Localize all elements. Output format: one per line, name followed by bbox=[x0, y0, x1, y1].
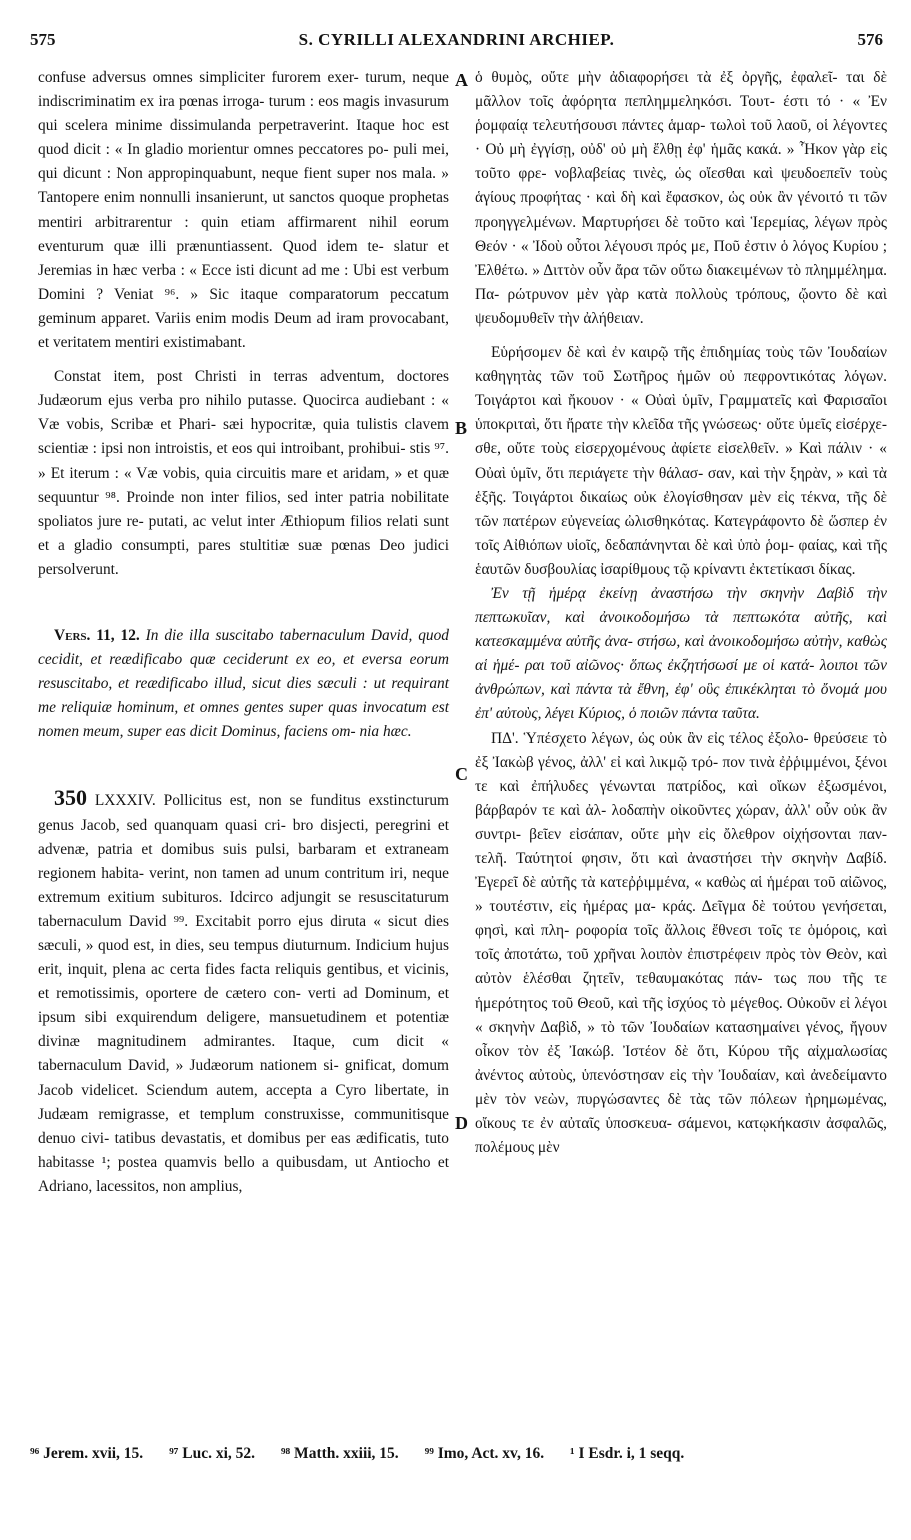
latin-paragraph-3-block bbox=[38, 786, 449, 1199]
latin-paragraph-3: Pollicitus est, non se funditus exstincturum genus Jacob, sed quanquam quasi cri- bro disjecti, peregrini et advenæ, patria et domibus suis pulsi, barbaram et extraneam regionem habita- verint, non tamen ad unum contritum iri, neque extremum exitium subituros. Idcirco adjungit se resuscitaturum tabernaculum David ⁹⁹. Excitabit porro ejus diruta « sicut dies sæculi, » quod est, in dies, seu tempus diuturnum. Indicium hujus erit, inquit, plena ac certa fides facta reliquis gentibus, et vicinis, et remotissimis, oportere de cætero con- verti ad Dominum, et ipsum sibi exquirendum deligere, mansuetudinem et potentiæ divinæ magnitudinem admirantes. Itaque, cum dicit « tabernaculum David, » Judæorum nationem si- gnificat, domum Jacob videlicet. Sciendum autem, accepta a Cyro libertate, in Judæam remigrasse, et templum construxisse, communitisque denuo civi- tatibus devastatis, et domibus per eas ædificatis, tuto habitasse ¹; postea quamvis bello a quibusdam, ut Antiocho et Adriano, lacessitos, non amplius, bbox=[38, 792, 449, 1195]
page-number-left: 575 bbox=[30, 30, 56, 49]
running-title: S. CYRILLI ALEXANDRINI ARCHIEP. bbox=[298, 30, 615, 49]
margin-marker-a: A bbox=[455, 70, 468, 90]
footnotes bbox=[30, 1445, 883, 1463]
greek-verse: Ἐν τῇ ἡμέρᾳ ἐκείνῃ ἀναστήσω τὴν σκηνὴν Δαβὶδ τὴν πεπτωκυῖαν, καὶ ἀνοικοδομήσω τὰ πεπτωκότα αὐτῆς, καὶ κατεσκαμμένα αὐτῆς ἀνα- στήσω, καὶ ἀνοικοδομήσω αὐτὴν, καθὼς αἱ ἡμέ- ραι τοῦ αἰῶνος· ὅπως ἐκζητήσωσί με οἱ κατά- λοιποι τῶν ἀνθρώπων, καὶ πάντα τὰ ἔθνη, ἐφ' οὓς ἐπικέκληται τὸ ὄνομά μου ἐπ' αὐτοὺς, λέγει Κύριος, ὁ ποιῶν πάντα ταῦτα. bbox=[475, 584, 887, 723]
page-header bbox=[30, 30, 883, 56]
section-number-lxxxiv: LXXXIV. bbox=[94, 792, 156, 810]
latin-column bbox=[38, 66, 449, 1199]
footnote-96: ⁹⁶ Jerem. xvii, 15. bbox=[30, 1445, 144, 1462]
greek-section-label: ΠΔ'. bbox=[491, 729, 519, 747]
greek-paragraph-2: Εὑρήσομεν δὲ καὶ ἐν καιρῷ τῆς ἐπιδημίας τοὺς τῶν Ἰουδαίων καθηγητὰς τῶν τοῦ Σωτῆρος ἡμῶν οὐ πεφροντικότας λόγων. Τοιγάρτοι καὶ ἤκουον · « Οὐαὶ ὑμῖν, Γραμματεῖς καὶ Φαρισαῖοι ὑποκριταὶ, ὅτι ἤρατε τὴν κλεῖδα τῆς γνώσεως· οὔτε ὑμεῖς εἰσέρχε- σθε, οὔτε τοὺς εἰσερχομένους ἀφίετε εἰσελθεῖν. » Καὶ πάλιν · « Οὐαὶ ὑμῖν, ὅτι περιάγετε τὴν θάλασ- σαν, καὶ τὴν ξηρὰν, » καὶ τὰ ἑξῆς. Τοιγάρτοι δικαίως οὐκ ἐλογίσθησαν μὲν εἰς τέκνα, τῆς δὲ τῶν πατέρων εὐγενείας ὠλισθηκότας. Κατεγράφοντο δὲ ὥσπερ ἐν τοῖς Αἰθιόπων υἱοῖς, δεδαπάνηνται δὲ καὶ ὑπὸ ῥομ- φαίας, καὶ τῆς ἑαυτῶν δυσβουλίας ἰσαρίθμους τῷ κρίναντι ἐκτετίκασι δίκας. bbox=[475, 344, 887, 578]
footnote-99: ⁹⁹ Imo, Act. xv, 16. bbox=[424, 1445, 545, 1462]
verse-label: Vers. 11, 12. bbox=[54, 626, 140, 644]
latin-paragraph-2: Constat item, post Christi in terras adventum, doctores Judæorum ejus verba pro nihilo putasse. Quocirca audiebant : « Væ vobis, Scribæ et Phari- sæi hypocritæ, quia tulistis clavem scientiæ : ipsi non introistis, et eos qui introibant, prohibui- stis ⁹⁷. » Et iterum : « Væ vobis, quia circuitis mare et aridam, » et quæ sequuntur ⁹⁸. Proinde non inter filios, sed inter patria nobilitate spoliatos jure re- putati, ac velut inter Æthiopum filios relati sunt et a gladio consumpti, pares stultitiæ suæ pœnas Deo judici persolverunt. bbox=[38, 368, 449, 578]
footnote-1: ¹ I Esdr. i, 1 seqq. bbox=[569, 1445, 685, 1462]
footnote-97: ⁹⁷ Luc. xi, 52. bbox=[169, 1445, 256, 1462]
greek-paragraph-1: ὁ θυμὸς, οὔτε μὴν ἀδιαφορήσει τὰ ἐξ ὀργῆς, ἐφαλεῖ- ται δὲ μᾶλλον τοῖς ἀφόρητα πεπλημμεληκόσι. Τουτ- έστι τό · « Ἐν ῥομφαίᾳ τελευτήσουσι πάντες ἁμαρ- τωλοὶ τοῦ λαοῦ, οἱ λέγοντες · Οὐ μὴ ἐγγίσῃ, οὐδ' οὐ μὴ ἔλθῃ ἐφ' ἡμᾶς κακά. » Ἧκον γὰρ εἰς τοῦτο φρε- νοβλαβείας τινὲς, ὡς οἴεσθαι καὶ ψευδοεπεῖν τοὺς ἁγίους προφήτας · καὶ δὴ καὶ ἔφασκον, ὡς οὐκ ἂν γένοιτό τι τῶν προηγγελμένων. Μαρτυρήσει δὲ τοῦτο καὶ Ἱερεμίας, λέγων πρὸς Θεόν · « Ἰδοὺ οὗτοι λέγουσι πρός με, Ποῦ ἐστιν ὁ λόγος Κυρίου ; Ἐλθέτω. » Διττὸν οὖν ἄρα τῶν οὕτω διακειμένων τὸ πλημμέλημα. Πα- ρώτρυνον μὲν γὰρ κατὰ πολλοὺς τρόπους, ᾤοντο δὲ καὶ ψευδομυθεῖν τὴν ἀλήθειαν. bbox=[475, 69, 887, 327]
margin-marker-b: B bbox=[455, 418, 468, 438]
latin-paragraph-1: confuse adversus omnes simpliciter furorem exer- turum, neque indiscriminatim ex ira pœnas irroga- turum : eos magis invasurum qui scelera minime dissimulanda perpetraverint. Itaque hoc est quod dicit : « In gladio morientur omnes peccatores po- puli mei, qui dicunt : Non appropinquabunt, neque fient super nos mala. » Tantopere enim nonnulli insanierunt, ut sanctos quoque prophetas mentiri arbitrarentur : quin etiam affirmarent nihil eorum eventurum quæ illi prænuntiassent. Quod idem te- slatur et Jeremias in hæc verba : « Ecce isti dicunt ad me : Ubi est verbum Domini ? Veniat ⁹⁶. » Sic itaque comparatorum peccatum geminum apparet. Variis enim modis Deum ad iram provocabant, et veritatem mentiri existimabant. bbox=[38, 69, 449, 352]
greek-paragraph-4-block bbox=[475, 727, 887, 1161]
greek-paragraph-4: Ὑπέσχετο λέγων, ὡς οὐκ ἂν εἰς τέλος ἐξολο- θρεύσειε τὸ ἐξ Ἰακὼβ γένος, ἀλλ' εἰ καὶ λικμῷ τρό- πον τινὰ ἐῤῥιμμένοι, ξένοι τε καὶ ἐπήλυδες γένωνται πατρίδος, καὶ οἴκων ἐξωσμένοι, βάρβαρόν τε καὶ ἀλ- λοδαπὴν οἰκοῦντες χώραν, ἀλλ' οὖν οὐκ ἂν συντρι- βεῖεν εἰσάπαν, οὔτε μὴν εἰς ὄλεθρον οἰχήσονται παν- τελῆ. Ταύτητοί φησιν, ὅτι καὶ ἀναστήσει τὴν σκηνὴν Δαβίδ. Ἐγερεῖ δὲ αὐτῆς τὰ κατεῤῥιμμένα, « καθὼς αἱ ἡμέραι τοῦ αἰῶνος, » τουτέστιν, εἰς ἡμέρας μα- κράς. Δεῖγμα δὲ τούτου γενήσεται, φησὶ, καὶ πλη- ροφορία τοῖς ἄλλοις ἔθνεσι τοῖς τε ὁμόροις, καὶ τοῖς ἀποτάτω, τοῦ χρῆναι λοιπὸν ἐπιστρέφειν πρὸς τὸν Θεὸν, καὶ αὐτὸν ἑλέσθαι ζητεῖν, τεθαυμακότας πάν- τως που τῆς τε ἡμερότητος τοῦ Θεοῦ, καὶ τῆς ἰσχύος τὸ μέγεθος. Οὐκοῦν εἰ λέγοι « σκηνὴν Δαβὶδ, » τὸ τῶν Ἰουδαίων κατασημαίνει γένος, ἤγουν οἶκον τὸν ἐξ Ἰακώβ. Ἰστέον δὲ ὅτι, Κύρου τῆς αἰχμαλωσίας ἀνέντος αὐτοὺς, ὑπενόστησαν εἰς τὴν Ἰουδαίαν, καὶ ἀνεδείμαντο μὲν τὸν νεὼν, πυργώσαντες δὲ τὰς τῶν πόλεων ἠρημωμένας, οἴκους τε ἐν αὐταῖς ὑποσκευα- σάμενοι, κατῳκήκασιν ἀσφαλῶς, πολέμους μὲν bbox=[475, 729, 887, 1157]
footnote-98: ⁹⁸ Matth. xxiii, 15. bbox=[280, 1445, 399, 1462]
greek-column bbox=[475, 66, 887, 1160]
verse-block bbox=[38, 624, 449, 744]
margin-marker-c: C bbox=[455, 764, 468, 784]
margin-marker-d: D bbox=[455, 1113, 468, 1133]
column-number-350: 350 bbox=[54, 785, 87, 811]
verse-text: In die illa suscitabo tabernaculum David, quod cecidit, et reædificabo quæ ceciderunt ex eo, et eversa eorum resuscitabo, et reædificabo illud, sicut dies sæculi : ut requirant me reliquiæ hominum, et omnes gentes super quas invocatum est nomen meum, super eas dicit Dominus, faciens om- nia hæc. bbox=[38, 626, 449, 741]
page-number-right: 576 bbox=[857, 30, 883, 49]
